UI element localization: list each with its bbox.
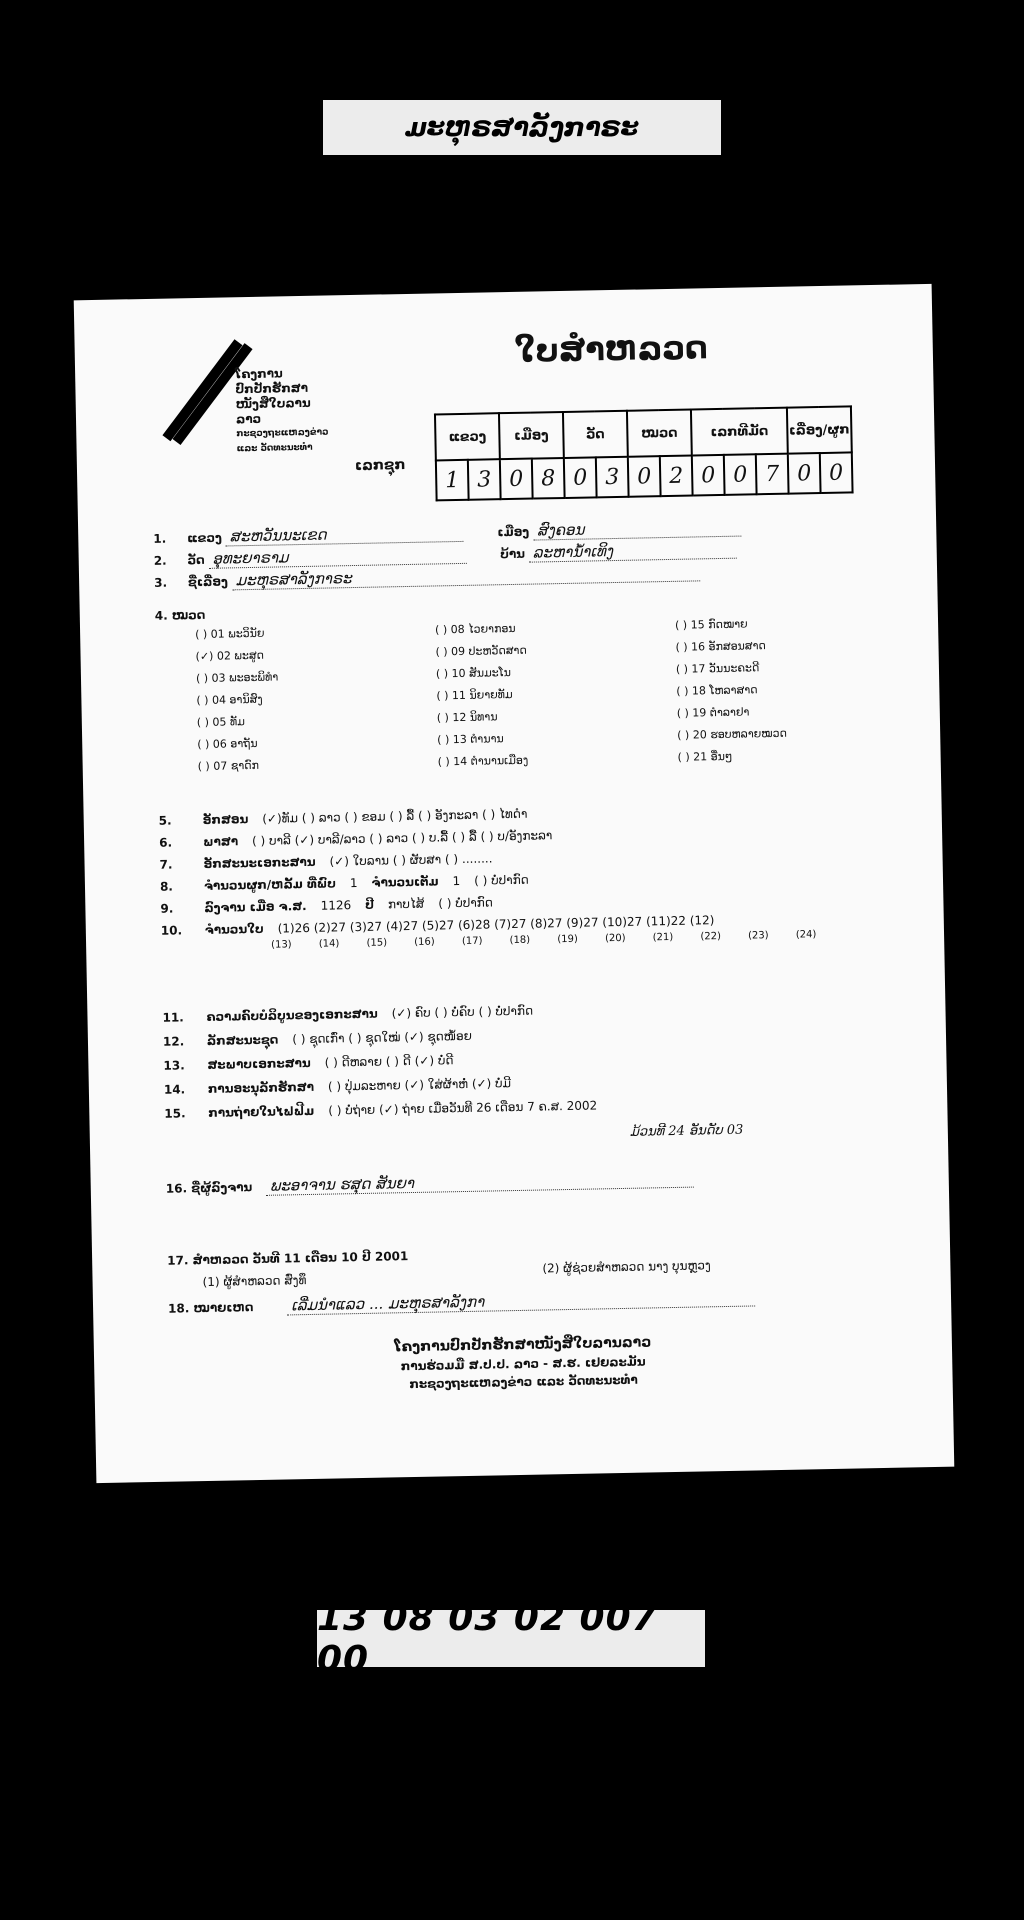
footer-line: ການຮ່ວມມື ສ.ປ.ປ. ລາວ - ສ.ຮ. ເຢຍລະມັນ	[400, 1354, 646, 1374]
code-header: ແຂວງ	[435, 413, 500, 460]
detail-num: 7.	[159, 857, 173, 872]
detail-value: (✓) ຄົບ ( ) ບໍ່ຄົບ ( ) ບໍ່ປາກົດ	[391, 1003, 534, 1021]
field-label: ແຂວງ	[187, 530, 222, 546]
detail-label: ການຖ່າຍໃນໄຟຟີມ	[208, 1103, 315, 1120]
detail-row	[162, 1003, 547, 1024]
category-option[interactable]: ( ) 19 ຕຳລາຢາ	[676, 705, 750, 720]
footer-line: ໂຄງການປົກປັກຮັກສາໜັງສືໃບລານລາວ	[394, 1334, 652, 1356]
code-digit: 0	[724, 454, 757, 495]
category-heading: 4. ໝວດ	[154, 607, 206, 623]
footer-line: ກະຊວງຖະແຫລງຂ່າວ ແລະ ວັດທະນະທຳ	[409, 1372, 638, 1392]
film-roll: ມ້ວນທີ 24 ອັນດັບ 03	[629, 1122, 744, 1140]
form-title: ໃບສຳຫລວດ	[514, 328, 709, 370]
detail-row	[164, 1076, 525, 1097]
code-digit: 7	[756, 454, 789, 495]
logo-line: ປົກປັກຮັກສາ	[235, 380, 309, 397]
code-digit: 0	[788, 453, 821, 494]
code-digit: 0	[692, 455, 725, 496]
code-digit: 3	[468, 459, 501, 500]
detail-label: ລົງຈານ ເມື່ອ ຈ.ສ.	[204, 898, 307, 915]
code-table	[434, 405, 854, 501]
detail-row	[164, 1098, 611, 1121]
category-option[interactable]: ( ) 03 ພະອະພິທຳ	[195, 670, 279, 686]
detail-value: ( ) ປຸ່ມລະຫາຍ (✓) ໃສ່ຜ້າຫໍ່ (✓) ບໍ່ມີ	[327, 1076, 512, 1094]
category-option[interactable]: ( ) 16 ອັກສອນສາດ	[675, 639, 766, 654]
detail-extra: ( ) ບໍ່ປາກົດ	[474, 872, 529, 888]
detail-label: ພາສາ	[203, 834, 239, 849]
code-digit: 0	[500, 459, 533, 500]
field-num: 1.	[153, 531, 167, 546]
detail-num: 9.	[160, 901, 174, 916]
category-option[interactable]: ( ) 09 ປະຫວັດສາດ	[435, 643, 527, 659]
field-num: 2.	[153, 553, 167, 568]
detail-row	[159, 806, 542, 827]
code-digit: 3	[596, 457, 629, 498]
detail-row	[159, 828, 566, 850]
detail-label: ຄວາມຄົບບໍລິບູນຂອງເອກະສານ	[206, 1006, 378, 1024]
notes-row	[168, 1287, 755, 1317]
detail-value: ( ) ຊຸດເກົ່າ ( ) ຊຸດໃໝ່ (✓) ຊຸດໜໍ້ອຍ	[292, 1028, 473, 1047]
detail-row	[160, 872, 543, 893]
category-option[interactable]: ( ) 04 ອານິສົງ	[196, 692, 263, 708]
detail-num: 12.	[162, 1034, 185, 1049]
category-option[interactable]: ( ) 08 ໄວຍາກອນ	[434, 621, 516, 637]
detail-label: ອັກສະນະເອກະສານ	[203, 854, 316, 871]
code-digit: 1	[436, 460, 469, 501]
detail-extra: ( ) ບໍ່ປາກົດ	[438, 895, 493, 911]
category-option[interactable]: ( ) 01 ພະວິນັຍ	[195, 626, 265, 642]
detail-label: ລັກສະນະຊຸດ	[206, 1032, 279, 1048]
field-value: ມະຫຸຣສາລັງກາຣະ	[231, 562, 699, 590]
detail-row	[163, 1053, 467, 1073]
detail-num: 15.	[164, 1106, 186, 1121]
detail-num: 13.	[163, 1058, 185, 1073]
surveyor-2: (2) ຜູ້ຊ່ວຍສຳຫລວດ ນາງ ບຸນຫຼວງ	[542, 1258, 711, 1276]
code-digit: 2	[660, 456, 693, 497]
detail-row	[159, 851, 506, 872]
copyist-label: 16. ຊື່ຜູ້ລົງຈານ	[165, 1180, 253, 1196]
field-label: ເມືອງ	[497, 524, 530, 540]
field-value: ອຸທະຍາຣາມ	[208, 545, 466, 569]
top-title-label: ມະຫຸຣສາລັງກາຣະ	[323, 100, 721, 155]
detail-value: (✓)ທັມ ( ) ລາວ ( ) ຂອມ ( ) ລື້ ( ) ອັງກະລາ ( ) ໄທດຳ	[262, 806, 528, 826]
survey-date: 17. ສຳຫລວດ ວັນທີ 11 ເດືອນ 10 ປີ 2001	[167, 1249, 409, 1268]
logo-line: ໂຄງການ	[235, 366, 283, 382]
code-digit: 0	[820, 452, 853, 493]
category-option[interactable]: ( ) 20 ຮອບຫລາຍໝວດ	[677, 726, 787, 742]
detail-label: ການອະນຸລັກຮັກສາ	[207, 1079, 315, 1096]
detail-label: ອັກສອນ	[202, 812, 249, 827]
code-header: ໝວດ	[627, 410, 692, 457]
bottom-code-label: 13 08 03 02 007 00	[317, 1610, 705, 1667]
category-option[interactable]: ( ) 12 ນິທານ	[436, 710, 498, 725]
detail-value: 1126	[320, 898, 352, 913]
category-option[interactable]: ( ) 11 ນິຍາຍທັມ	[436, 687, 513, 703]
logo-text	[235, 365, 337, 457]
detail-num: 10.	[160, 923, 183, 938]
detail-label: ສະພາບເອກະສານ	[207, 1055, 311, 1072]
code-header: ເມືອງ	[499, 412, 564, 459]
code-digit: 0	[564, 457, 597, 498]
code-header: ເລກທີມັດ	[691, 408, 788, 456]
field-value: ລະຫານໍ້າເທິງ	[529, 540, 737, 563]
category-option[interactable]: ( ) 14 ຕຳນານເມືອງ	[437, 753, 529, 769]
detail-label: ຈຳນວນໃບ	[204, 921, 264, 937]
category-option[interactable]: ( ) 10 ສັນມະໂນ	[435, 666, 512, 681]
detail-value: ກາບໄສ້	[387, 896, 425, 912]
category-option[interactable]: ( ) 13 ຕຳນານ	[437, 732, 504, 747]
copyist-row	[166, 1169, 695, 1198]
category-option[interactable]: ( ) 21 ອື່ນໆ	[677, 749, 733, 764]
code-header: ເລື່ອງ/ຜູກ	[787, 406, 852, 453]
field-num: 3.	[154, 575, 168, 590]
field-value: ສົງຄອນ	[533, 518, 741, 541]
code-label: ເລກຊຸກ	[354, 457, 406, 474]
category-option[interactable]: ( ) 18 ໂຫລາສາດ	[676, 683, 758, 698]
detail-num: 6.	[159, 835, 173, 850]
detail-value: ( ) ດີຫລາຍ ( ) ດີ (✓) ບໍ່ດີ	[324, 1053, 454, 1070]
detail-num: 8.	[159, 879, 174, 894]
surveyor-1: (1) ຜູ້ສຳຫລວດ ສົ່ງທຶ	[202, 1273, 307, 1290]
category-option[interactable]: ( ) 17 ວັນນະຄະດີ	[675, 661, 760, 676]
code-digit: 0	[628, 456, 661, 497]
detail-label: ຈຳນວນເຕັມ	[371, 874, 439, 890]
code-header: ວັດ	[563, 411, 628, 458]
category-option[interactable]: ( ) 15 ກົດໝາຍ	[674, 617, 748, 632]
leaf-count-row-2: (13) (14) (15) (16) (17) (18) (19) (20) (21) (22) (23) (24)	[271, 929, 817, 951]
field-label: ຊື່ເລື່ອງ	[187, 574, 228, 590]
field-label: ບ້ານ	[500, 546, 526, 562]
detail-num: 14.	[163, 1082, 186, 1097]
category-option[interactable]: ( ) 05 ທັມ	[196, 715, 245, 730]
notes-label: 18. ໝາຍເຫດ	[167, 1300, 254, 1316]
field-label: ວັດ	[187, 552, 205, 568]
detail-num: 11.	[162, 1010, 184, 1025]
category-option[interactable]: ( ) 06 ອາຖັນ	[197, 736, 258, 752]
detail-row	[160, 895, 507, 916]
category-option[interactable]: (✓) 02 ພະສູດ	[195, 648, 265, 664]
detail-value: 1	[452, 874, 461, 889]
detail-value: (1)26 (2)27 (3)27 (4)27 (5)27 (6)28 (7)27 (8)27 (9)27 (10)27 (11)22 (12)	[277, 913, 715, 936]
copyist-value: ພະອາຈານ ຮສຸດ ສັນຍາ	[266, 1169, 694, 1196]
detail-label: ປີ	[365, 897, 375, 912]
detail-num: 5.	[158, 813, 172, 828]
project-logo	[165, 337, 337, 455]
detail-value: ( ) ບໍ່ຖ່າຍ (✓) ຖ່າຍ ເມື່ອວັນທີ 26 ເດືອນ 7 ຄ.ສ. 2002	[328, 1098, 598, 1118]
category-option[interactable]: ( ) 07 ຊາດົກ	[197, 758, 260, 774]
logo-line: ໜັງສືໃບລານລາວ	[235, 395, 311, 427]
code-digit: 8	[532, 458, 565, 499]
detail-row	[163, 1029, 486, 1049]
detail-value: ( ) ບາລີ (✓) ບາລີ/ລາວ ( ) ລາວ ( ) ບ.ລື້ ( ) ລື້ ( ) ບ/ອັງກະລາ	[251, 828, 553, 849]
notes-value: ເລີ່ມນໍາແລວ ... ມະຫຸຣສາລັງກາ	[287, 1287, 755, 1315]
detail-value: (✓) ໃບລານ ( ) ຜັບສາ ( ) ........	[329, 851, 493, 869]
field-value: ສະຫວັນນະເຂດ	[225, 523, 463, 547]
detail-value: 1	[349, 876, 358, 891]
logo-line: ກະຊວງຖະແຫລງຂ່າວ ແລະ ວັດທະນະທຳ	[236, 427, 329, 455]
survey-form-sheet	[74, 284, 955, 1483]
detail-label: ຈຳນວນຜູກ/ຫລັ້ມ ທີ່ພົບ	[203, 876, 337, 893]
